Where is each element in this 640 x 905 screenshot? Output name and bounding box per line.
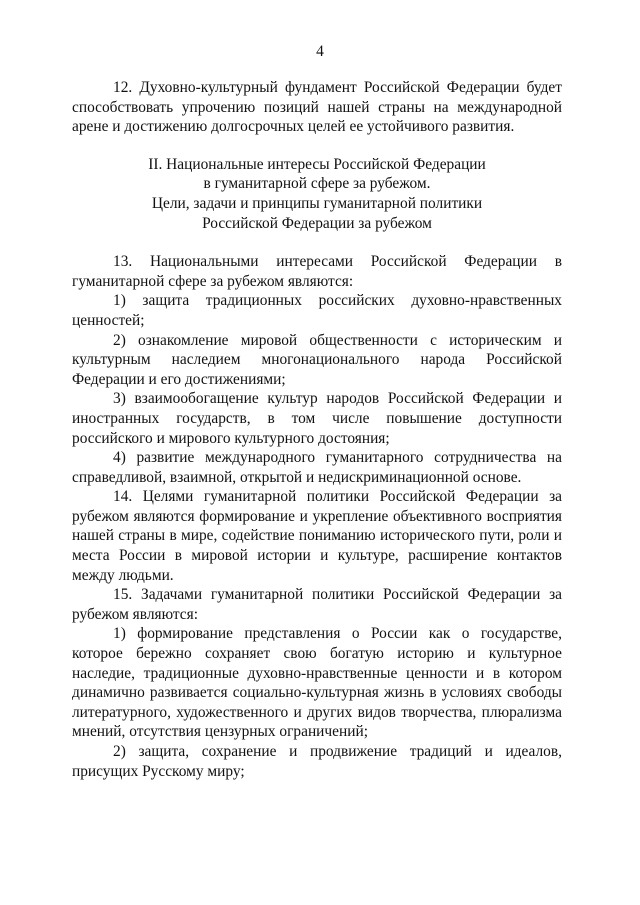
paragraph-13: 13. Национальными интересами Российской Федерации в гуманитарной сфере за рубежом являются:: [72, 253, 562, 290]
paragraph-15: 15. Задачами гуманитарной политики Российской Федерации за рубежом являются:: [72, 586, 562, 623]
section-heading: [72, 155, 562, 233]
section-heading-line: в гуманитарной сфере за рубежом.: [203, 175, 431, 193]
section-heading-line: Цели, задачи и принципы гуманитарной политики: [151, 194, 483, 212]
list-item-13-1: 1) защита традиционных российских духовно-нравственных ценностей;: [72, 292, 562, 329]
section-heading-line: II. Национальные интересы Российской Федерации: [148, 155, 486, 173]
list-item-13-4: 4) развитие международного гуманитарного сотрудничества на справедливой, взаимной, открытой и недискриминационной основе.: [72, 449, 562, 486]
list-item-13-3: 3) взаимообогащение культур народов Российской Федерации и иностранных государств, в том числе повышение доступности российского и мирового культурного достояния;: [72, 390, 562, 447]
section-heading-line: Российской Федерации за рубежом: [202, 214, 432, 232]
list-item-15-2: 2) защита, сохранение и продвижение традиций и идеалов, присущих Русскому миру;: [72, 743, 562, 780]
paragraph-14: 14. Целями гуманитарной политики Российской Федерации за рубежом являются формирование и укрепление объективного восприятия нашей страны в мире, содействие пониманию исторического пути, роли и места России в мировой истории и культуре, расширение контактов между людьми.: [72, 488, 562, 584]
paragraph-12: 12. Духовно-культурный фундамент Российской Федерации будет способствовать упрочению позиций нашей страны на международной арене и достижению долгосрочных целей ее устойчивого развития.: [72, 79, 562, 136]
document-body: [72, 78, 562, 781]
page-number: 4: [316, 43, 324, 60]
list-item-13-2: 2) ознакомление мировой общественности с историческим и культурным наследием многонационального народа Российской Федерации и его достижениями;: [72, 331, 562, 388]
list-item-15-1: 1) формирование представления о России как о государстве, которое бережно сохраняет свою богатую историю и культурное наследие, традиционные духовно-нравственные ценности и в котором динамично развивается социально-культурная жизнь в условиях свободы литературного, художественного и других видов творчества, плюрализма мнений, отсутствия цензурных ограничений;: [72, 625, 562, 741]
